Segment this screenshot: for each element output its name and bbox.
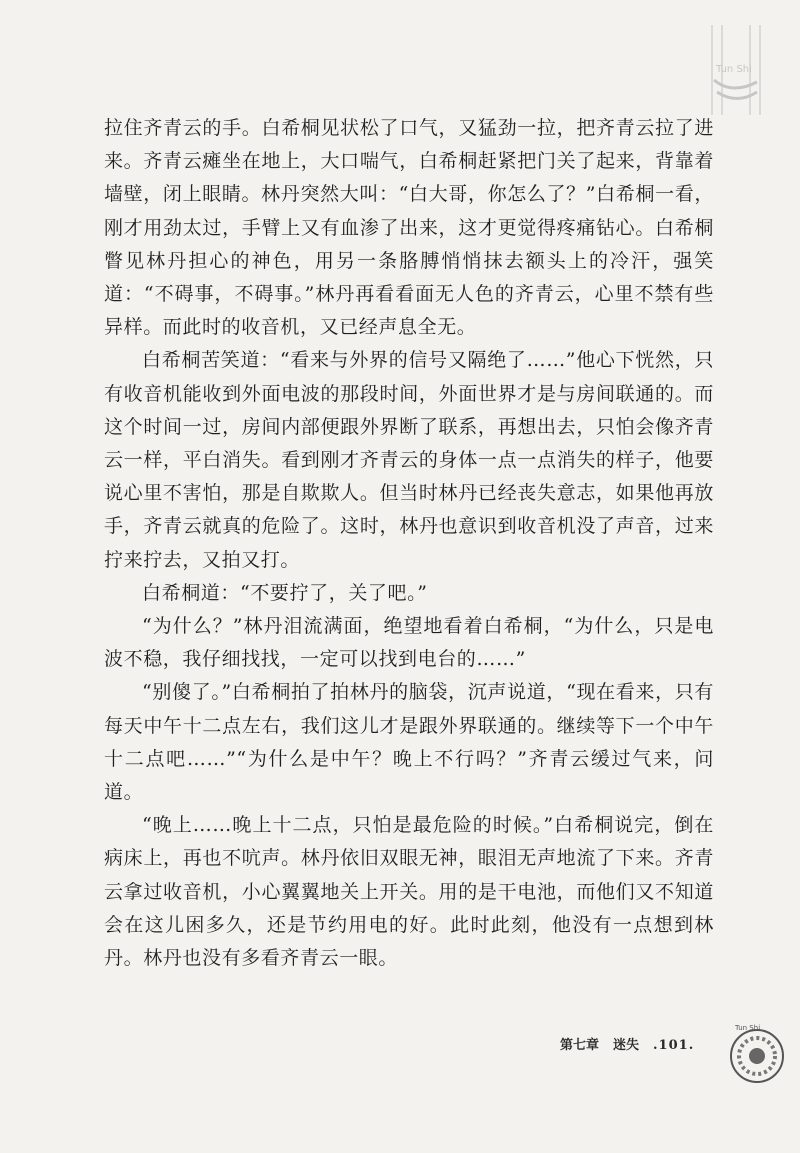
paragraph: “别傻了。”白希桐拍了拍林丹的脑袋，沉声说道，“现在看来，只有每天中午十二点左右，我们这儿才是跟外界联通的。继续等下一个中午十二点吧……”“为什么是中午？晚上不行吗？”齐青云缓过气来，问道。	[104, 681, 714, 804]
paragraph: 白希桐苦笑道：“看来与外界的信号又隔绝了……”他心下恍然，只有收音机能收到外面电波的那段时间，外面世界才是与房间联通的。而这个时间一过，房间内部便跟外界断了联系，再想出去，只怕会像齐青云一样，平白消失。看到刚才齐青云的身体一点一点消失的样子，他要说心里不害怕，那是自欺欺人。但当时林丹已经丧失意志，如果他再放手，齐青云就真的危险了。这时，林丹也意识到收音机没了声音，过来拧来拧去，又拍又打。	[104, 349, 714, 571]
paragraph: “晚上……晚上十二点，只怕是最危险的时候。”白希桐说完，倒在病床上，再也不吭声。林丹依旧双眼无神，眼泪无声地流了下来。齐青云拿过收音机，小心翼翼地关上开关。用的是干电池，而他们又不知道会在这儿困多久，还是节约用电的好。此时此刻，他没有一点想到林丹。林丹也没有多看齐青云一眼。	[104, 814, 714, 970]
corner-logo-decoration	[702, 20, 772, 120]
seal-text: Tun Shi	[735, 1024, 761, 1032]
paragraph: 白希桐道：“不要拧了，关了吧。”	[142, 581, 428, 604]
chapter-label: 第七章	[560, 1038, 600, 1053]
page-footer	[560, 1034, 694, 1053]
corner-logo-text: Tun Shi	[716, 64, 752, 75]
paragraph: “为什么？”林丹泪流满面，绝望地看着白希桐，“为什么，只是电波不稳，我仔细找找，一定可以找到电台的……”	[104, 615, 714, 671]
body-text	[104, 112, 714, 975]
seal-ornament-icon	[725, 1022, 789, 1086]
chapter-title: 迷失	[613, 1038, 640, 1053]
paragraph: 拉住齐青云的手。白希桐见状松了口气，又猛劲一拉，把齐青云拉了进来。齐青云瘫坐在地上，大口喘气，白希桐赶紧把门关了起来，背靠着墙壁，闭上眼睛。林丹突然大叫：“白大哥，你怎么了？”白希桐一看，刚才用劲太过，手臂上又有血渗了出来，这才更觉得疼痛钻心。白希桐瞥见林丹担心的神色，用另一条胳膊悄悄抹去额头上的冷汗，强笑道：“不碍事，不碍事。”林丹再看看面无人色的齐青云，心里不禁有些异样。而此时的收音机，又已经声息全无。	[104, 117, 714, 339]
page-number: .101.	[653, 1038, 695, 1053]
